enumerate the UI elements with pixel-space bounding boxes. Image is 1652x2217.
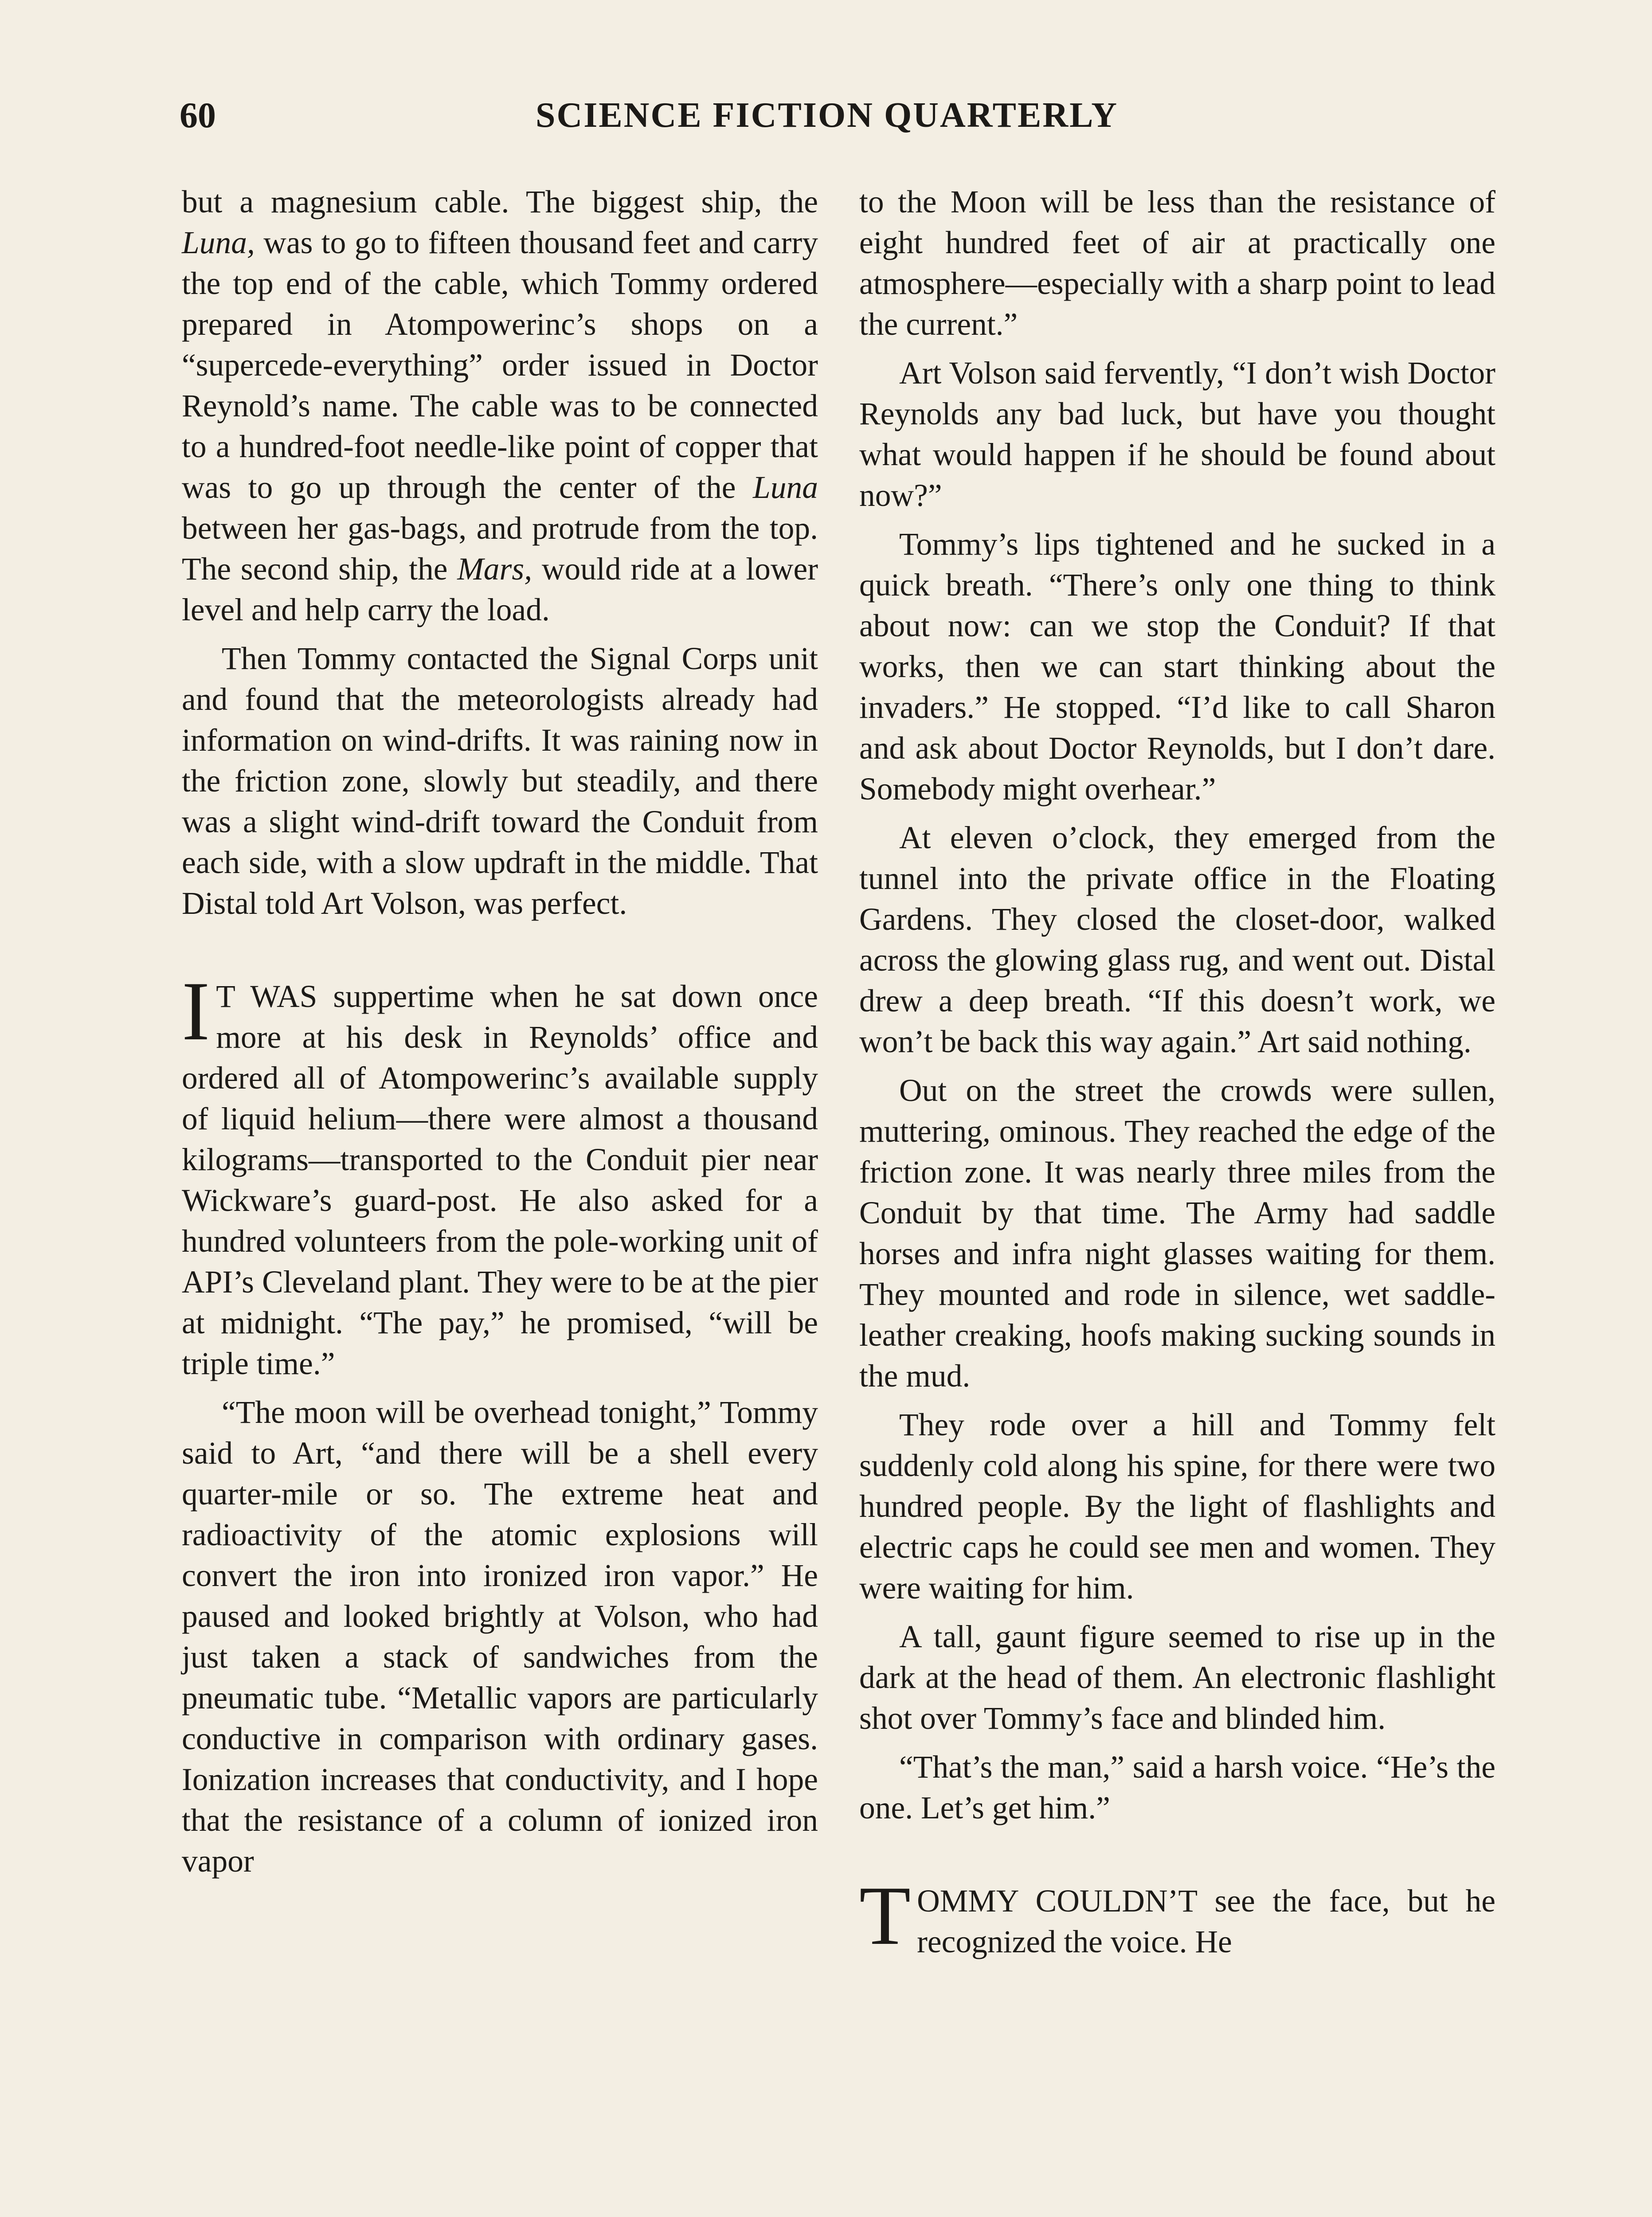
running-title: SCIENCE FICTION QUARTERLY [536,96,1118,135]
paragraph: “That’s the man,” said a harsh voice. “He’s the one. Let’s get him.” [859,1750,1495,1825]
right-column [859,182,1495,1970]
section-opening-paragraph: TOMMY COULDN’T see the face, but he recognized the voice. He [859,1869,1495,1962]
page-number: 60 [180,95,216,135]
section-opening-paragraph: I T WAS suppertime when he sat down once more at his desk in Reynolds’ office and ordered all of Atompowerinc’s available supply of liquid helium—there were almost a thousand kilograms—transported to the Conduit pier near Wickware’s guard-post. He also asked for a hundred volunteers from the pole-working unit of API’s Cleveland plant. They were to be at the pier at midnight. “The pay,” he promised, “will be triple time.” [182,965,818,1381]
paragraph: to the Moon will be less than the resistance of eight hundred feet of air at practically one atmosphere—especially with a sharp point to lead the current.” [859,184,1495,342]
drop-cap: T [859,1869,911,1962]
paragraph: At eleven o’clock, they emerged from the tunnel into the private office in the Floating Gardens. They closed the closet-door, walked across the glowing glass rug, and went out. Distal drew a deep breath. “If this doesn’t work, we won’t be back this way again.” Art said nothing. [859,820,1495,1059]
left-column [182,182,818,1890]
paragraph: Tommy’s lips tightened and he sucked in a quick breath. “There’s only one thing to think about now: can we stop the Conduit? If that works, then we can start thinking about the invaders.” He stopped. “I’d like to call Sharon and ask about Doctor Reynolds, but I don’t dare. Somebody might overhear.” [859,527,1495,807]
page-header [180,91,1474,140]
paragraph: A tall, gaunt figure seemed to rise up in the dark at the head of them. An electronic flashlight shot over Tommy’s face and blinded him. [859,1619,1495,1736]
paragraph: Art Volson said fervently, “I don’t wish Doctor Reynolds any bad luck, but have you thought what would happen if he should be found about now?” [859,356,1495,513]
paragraph: but a magnesium cable. The biggest ship, the Luna, was to go to fifteen thousand feet and carry the top end of the cable, which Tommy ordered prepared in Atompowerinc’s shops on a “supercede-everything” order issued in Doctor Reynold’s name. The cable was to be connected to a hundred-foot needle-like point of copper that was to go up through the center of the Luna between her gas-bags, and protrude from the top. The second ship, the Mars, would ride at a lower level and help carry the load. [182,184,818,627]
paragraph: Out on the street the crowds were sullen, muttering, ominous. They reached the edge of the friction zone. It was nearly three miles from the Conduit by that time. The Army had saddle horses and infra night glasses waiting for them. They mounted and rode in silence, wet saddle-leather creaking, hoofs making sucking sounds in the mud. [859,1073,1495,1394]
paragraph: “The moon will be overhead tonight,” Tommy said to Art, “and there will be a shell every quarter-mile or so. The extreme heat and radioactivity of the atomic explosions will convert the iron into ironized iron vapor.” He paused and looked brightly at Volson, who had just taken a stack of sandwiches from the pneumatic tube. “Metallic vapors are particularly conductive in comparison with ordinary gases. Ionization increases that conductivity, and I hope that the resistance of a column of ionized iron vapor [182,1395,818,1879]
paragraph: Then Tommy contacted the Signal Corps unit and found that the meteorologists already had information on wind-drifts. It was raining now in the friction zone, slowly but steadily, and there was a slight wind-drift toward the Conduit from each side, with a slow updraft in the middle. That Distal told Art Volson, was perfect. [182,641,818,921]
paragraph: They rode over a hill and Tommy felt suddenly cold along his spine, for there were two hundred people. By the light of flashlights and electric caps he could see men and women. They were waiting for him. [859,1407,1495,1606]
drop-cap: I [182,965,210,1058]
